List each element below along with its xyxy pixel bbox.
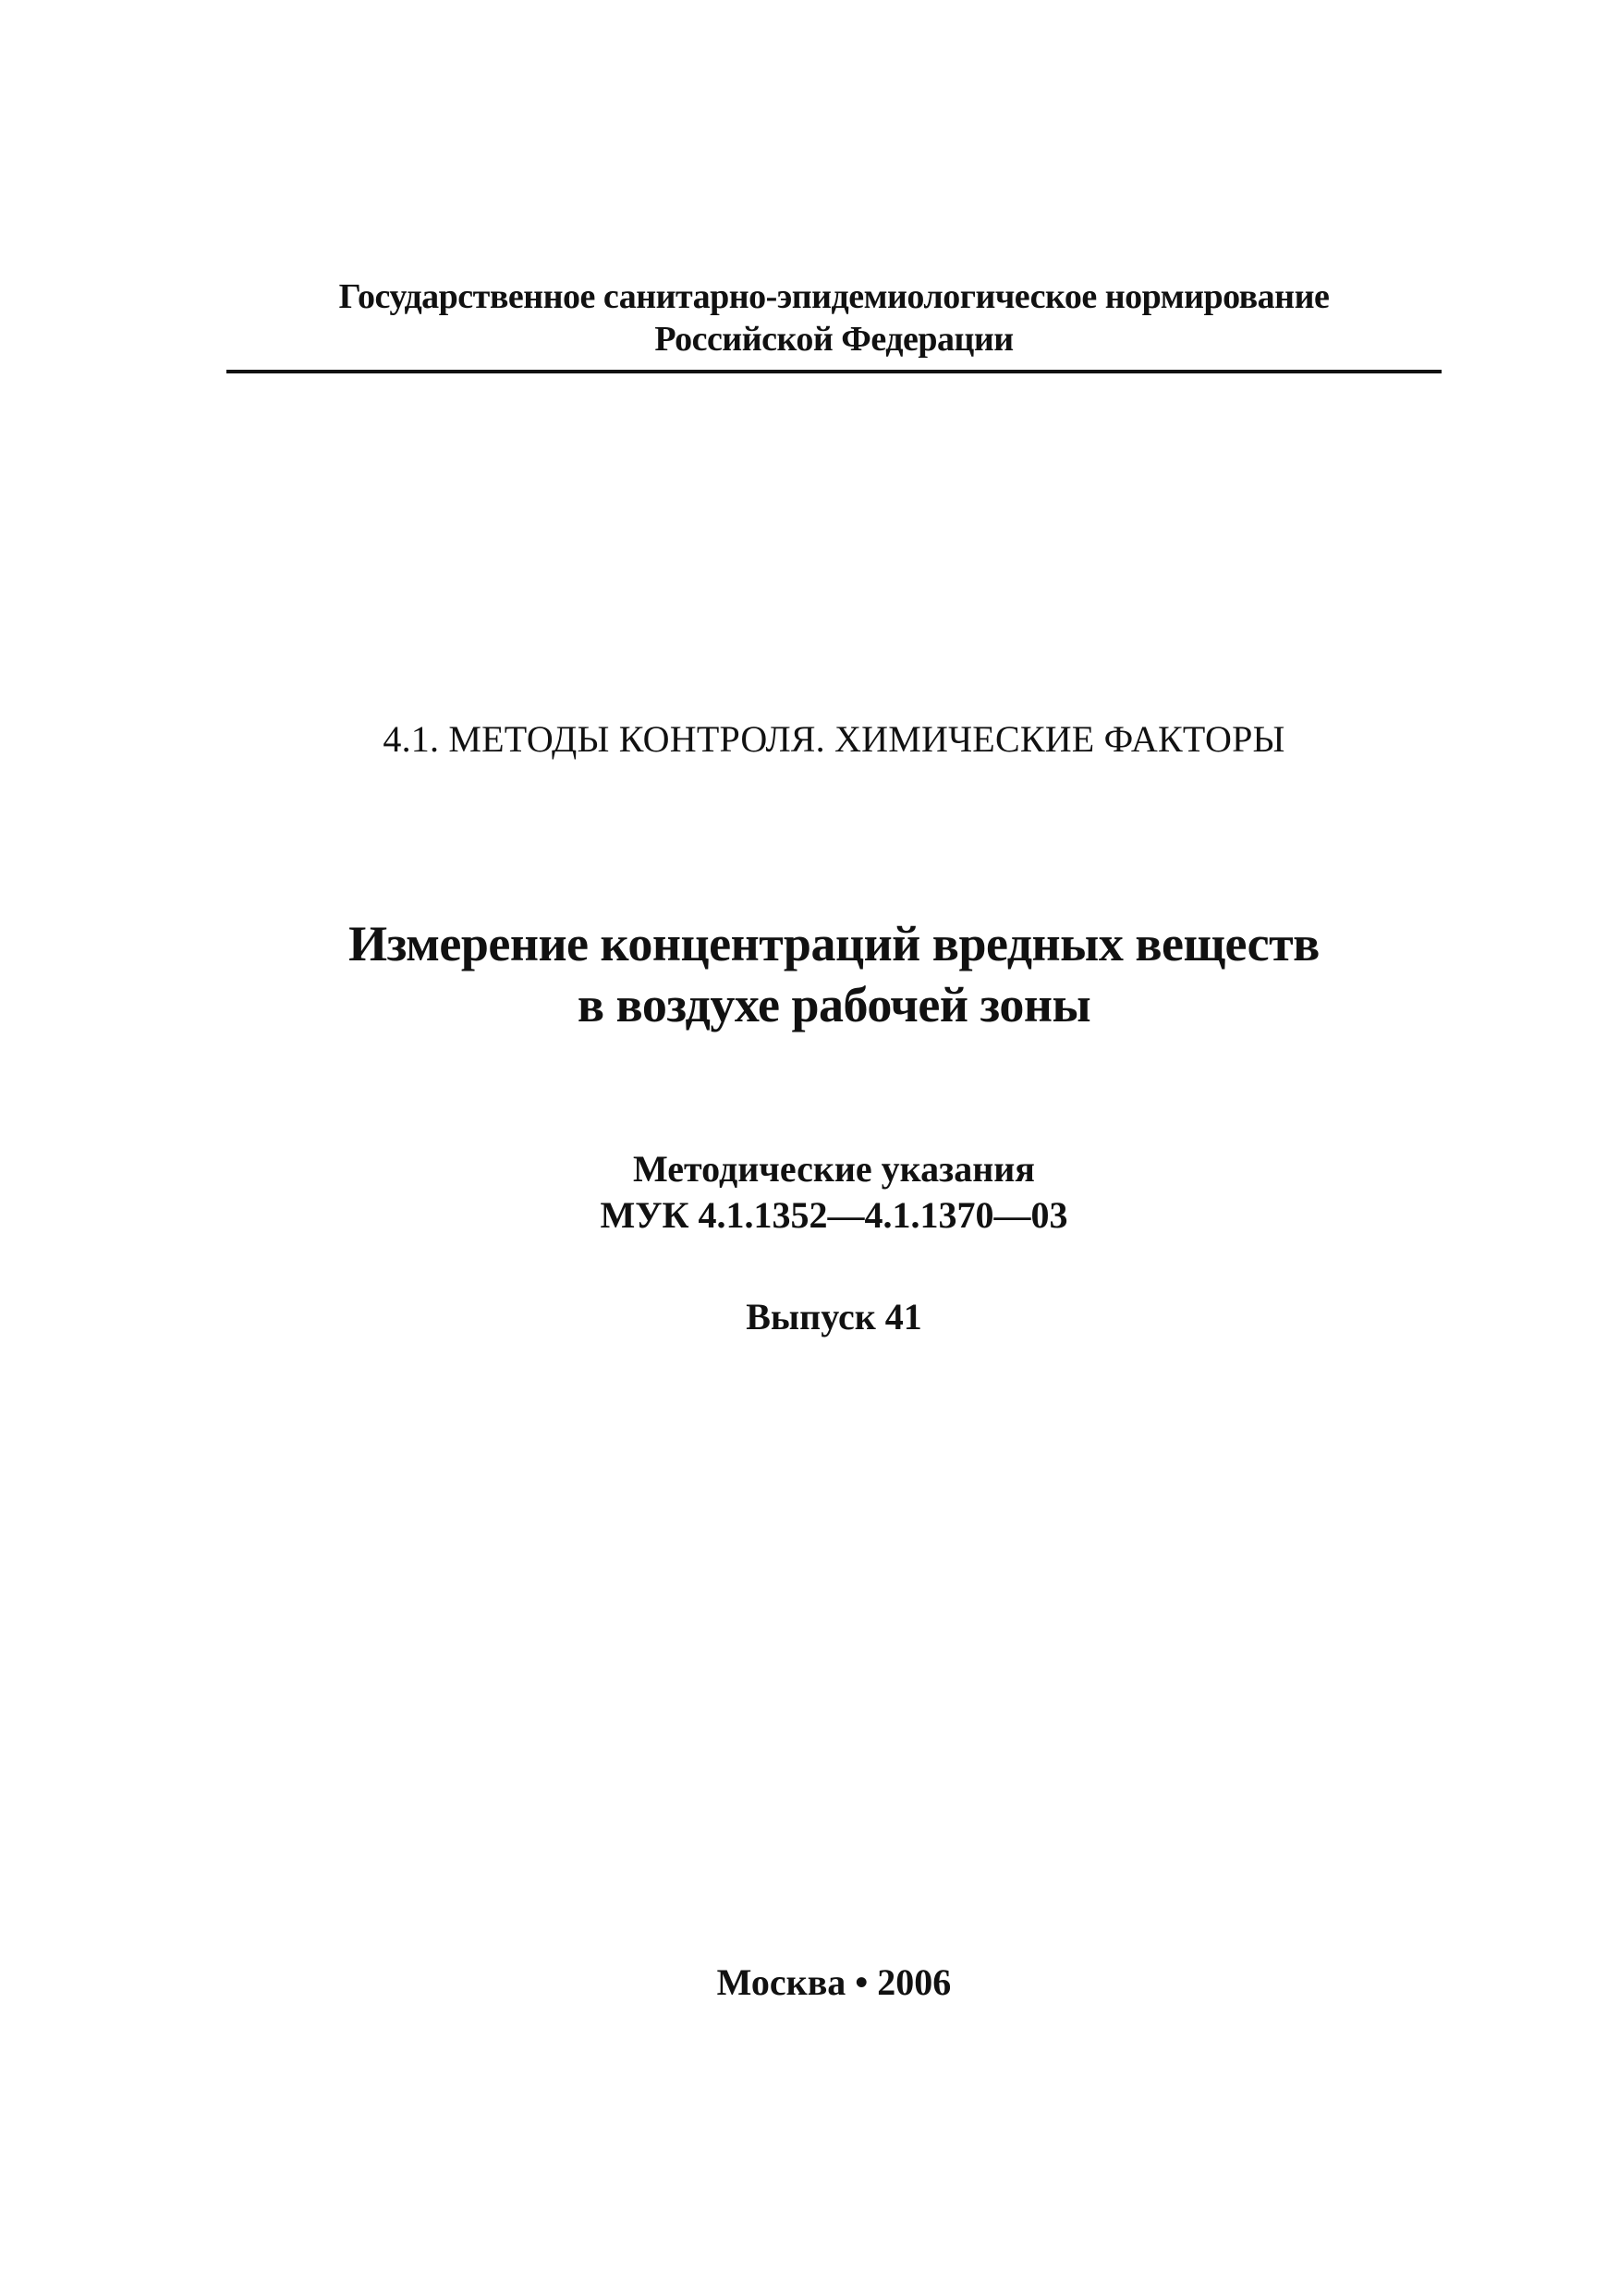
document-code: МУК 4.1.1352—4.1.1370—03 xyxy=(600,1194,1068,1236)
header-line-1: Государственное санитарно-эпидемиологическое нормирование xyxy=(338,277,1330,316)
issuing-authority-header xyxy=(226,275,1442,360)
document-title xyxy=(226,913,1442,1035)
series-heading: 4.1. МЕТОДЫ КОНТРОЛЯ. ХИМИЧЕСКИЕ ФАКТОРЫ xyxy=(383,718,1285,760)
document-type-block xyxy=(226,1146,1442,1239)
header-divider xyxy=(226,370,1442,373)
issue-number: Выпуск 41 xyxy=(746,1296,922,1337)
imprint: Москва • 2006 xyxy=(716,1961,952,2003)
header-line-2: Российской Федерации xyxy=(654,320,1014,359)
title-line-1: Измерение концентраций вредных веществ xyxy=(348,916,1320,971)
document-type: Методические указания xyxy=(633,1148,1035,1190)
title-line-2: в воздухе рабочей зоны xyxy=(577,977,1091,1032)
